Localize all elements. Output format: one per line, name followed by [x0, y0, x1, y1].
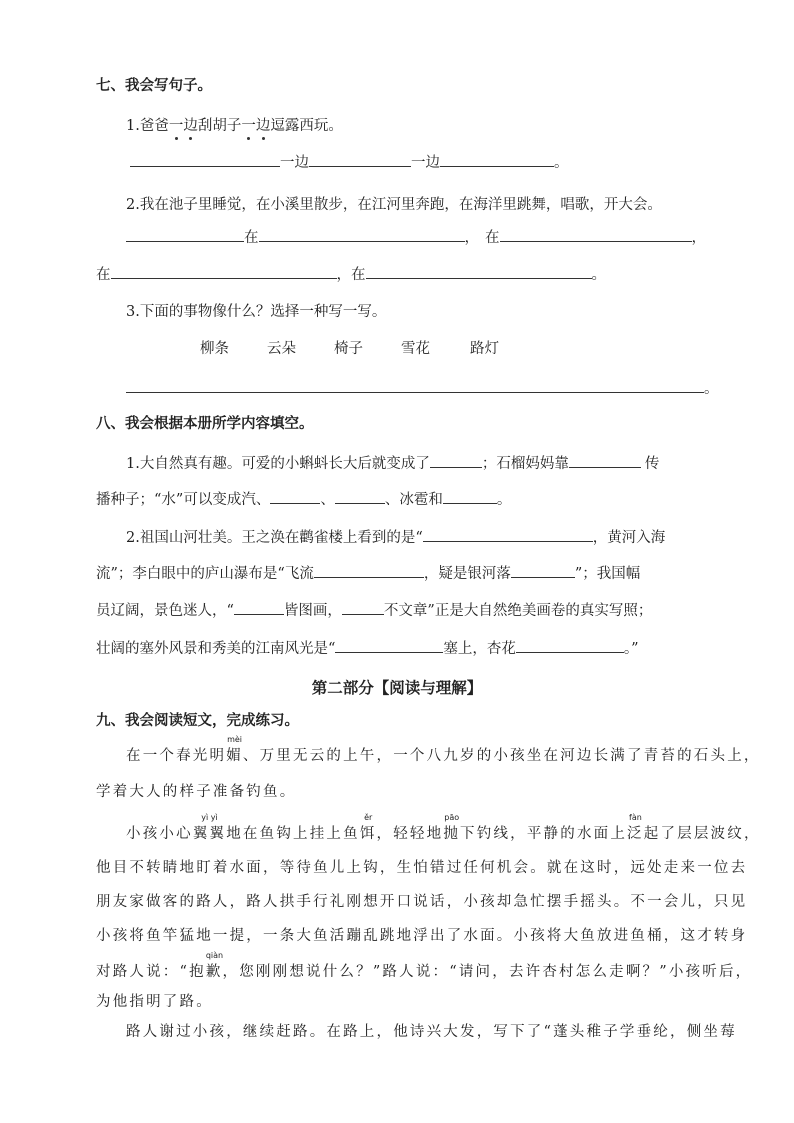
- word-option: 柳条: [200, 341, 229, 357]
- pinyin-annotation: mèi 媚: [226, 735, 243, 764]
- answer-blank[interactable]: [500, 227, 692, 242]
- answer-blank[interactable]: [335, 638, 443, 653]
- emphasis-char: 边: [183, 118, 198, 134]
- emphasis-char: 一: [241, 118, 256, 134]
- s7-q2-answer-line-1: 在 ， 在 ，: [126, 227, 706, 248]
- word-option: 云朵: [267, 341, 296, 357]
- passage-p2-line-5: 对路人说：“抱 qiàn 歉，您刚刚想说什么？”路人说：“请问，去许杏村怎么走啊？”小孩听后，: [96, 951, 753, 980]
- answer-blank[interactable]: [423, 527, 593, 542]
- emphasis-char: 边: [255, 118, 271, 134]
- answer-blank[interactable]: [130, 152, 280, 167]
- section-9-title: 九、我会阅读短文，完成练习。: [96, 713, 299, 729]
- answer-blank[interactable]: [516, 638, 624, 653]
- answer-blank[interactable]: [335, 489, 385, 504]
- answer-blank[interactable]: [259, 227, 465, 242]
- s8-q1-line-2: 播种子；“水”可以变成汽、 、 、冰雹和 。: [96, 489, 511, 510]
- answer-blank[interactable]: [443, 489, 497, 504]
- answer-blank[interactable]: [314, 563, 424, 578]
- emphasis-char: 一: [168, 118, 184, 134]
- answer-blank[interactable]: [430, 453, 482, 468]
- answer-blank[interactable]: [342, 600, 384, 615]
- s8-q2-line-4: 壮阔的塞外风景和秀美的江南风光是“ 塞上，杏花 。”: [96, 638, 639, 659]
- s8-q2-line-3: 员辽阔，景色迷人，“ 皆图画， 不文章”正是大自然绝美画卷的真实写照；: [96, 600, 652, 621]
- answer-blank[interactable]: [440, 152, 554, 167]
- passage-p2-line-1: 小孩小心 yì yì 翼翼地在鱼钩上挂上鱼 ěr 饵，轻轻地 pāo 抛下钓线，平静的水面上 fàn 泛起了层层波纹，: [126, 813, 761, 842]
- s7-question-1: 1.爸爸一边刮胡子一边逗露西玩。: [126, 118, 343, 134]
- answer-blank[interactable]: [270, 489, 320, 504]
- s7-question-3: 3.下面的事物像什么？选择一种写一写。: [126, 304, 387, 320]
- passage-p2-line-4: 小孩将鱼竿猛地一提，一条大鱼活蹦乱跳地浮出了水面。小孩将大鱼放进鱼桶，这才转身: [96, 928, 748, 944]
- s8-q1-line-1: 1.大自然真有趣。可爱的小蝌蚪长大后就变成了 ；石榴妈妈靠 传: [126, 453, 659, 474]
- word-option: 雪花: [401, 341, 430, 357]
- pinyin-annotation: ěr 饵: [359, 813, 377, 842]
- part-2-title: 第二部分【阅读与理解】: [311, 679, 483, 697]
- word-option: 椅子: [334, 341, 363, 357]
- pinyin-annotation: qiàn 歉: [205, 951, 224, 980]
- answer-blank[interactable]: [126, 378, 704, 393]
- answer-blank[interactable]: [366, 264, 592, 279]
- pinyin-annotation: fàn 泛: [627, 813, 644, 842]
- s8-q2-line-1: 2.祖国山河壮美。王之涣在鹳雀楼上看到的是“ ，黄河入海: [126, 527, 665, 548]
- answer-blank[interactable]: [234, 600, 284, 615]
- passage-p3-line-1: 路人谢过小孩，继续赶路。在路上，他诗兴大发，写下了“蓬头稚子学垂纶，侧坐莓: [126, 1024, 737, 1040]
- s8-q2-line-2: 流”；李白眼中的庐山瀑布是“飞流 ，疑是银河落 ”；我国幅: [96, 563, 640, 584]
- s7-q3-word-list: [200, 339, 537, 359]
- answer-blank[interactable]: [309, 152, 411, 167]
- pinyin-annotation: pāo 抛: [443, 813, 461, 842]
- answer-blank[interactable]: [111, 264, 337, 279]
- passage-p2-line-6: 为他指明了路。: [96, 994, 213, 1010]
- section-7-title: 七、我会写句子。: [96, 78, 212, 94]
- s7-q1-answer-line: 一边 一边 。: [130, 152, 569, 173]
- passage-p2-line-2: 他目不转睛地盯着水面，等待鱼儿上钩，生怕错过任何机会。就在这时，远处走来一位去: [96, 860, 748, 876]
- word-option: 路灯: [470, 341, 499, 357]
- section-8-title: 八、我会根据本册所学内容填空。: [96, 416, 314, 432]
- passage-p1-line-2: 学着大人的样子准备钓鱼。: [96, 784, 297, 800]
- passage-p2-line-3: 朋友家做客的路人，路人拱手行礼刚想开口说话，小孩却急忙摆手摇头。不一会儿，只见: [96, 894, 748, 910]
- pinyin-annotation: yì yì 翼翼: [192, 813, 227, 842]
- s7-q3-answer-line: 。: [126, 378, 719, 399]
- s7-question-2: 2.我在池子里睡觉，在小溪里散步，在江河里奔跑，在海洋里跳舞，唱歌，开大会。: [126, 197, 662, 213]
- answer-blank[interactable]: [569, 453, 641, 468]
- answer-blank[interactable]: [511, 563, 575, 578]
- passage-p1-line-1: 在一个春光明 mèi 媚、万里无云的上午，一个八九岁的小孩坐在河边长满了青苔的石头上，: [126, 735, 761, 764]
- s7-q2-answer-line-2: 在 ，在 。: [96, 264, 606, 285]
- answer-blank[interactable]: [126, 227, 244, 242]
